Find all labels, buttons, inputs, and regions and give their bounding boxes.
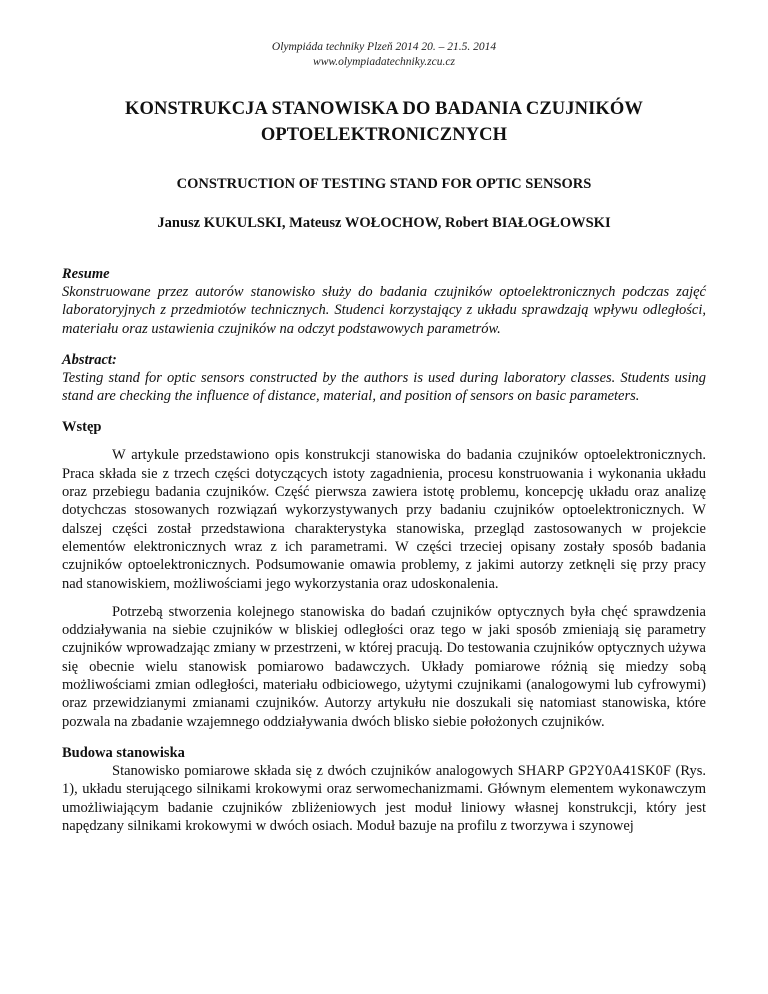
paper-title [62, 96, 706, 148]
resume-text: Skonstruowane przez autorów stanowisko służy do badania czujników optoelektronicznych podczas zajęć laboratoryjnych z przedmiotów technicznych. Studenci korzystający z układu sprawdzają wpływu odległości, materiału oraz ustawienia czujników na odczyt podstawowych parametrów. [62, 284, 706, 337]
budowa-paragraph-1: Stanowisko pomiarowe składa się z dwóch czujników analogowych SHARP GP2Y0A41SK0F (Rys. 1), układu sterującego silnikami krokowymi oraz serwomechanizmami. Głównym elementem wykonawczym umożliwiającym badanie czujników zbliżeniowych jest moduł liniowy własnej konstrukcji, który jest napędzany silnikami krokowymi w dwóch osiach. Moduł bazuje na profilu z tworzywa i szynowej [62, 762, 706, 834]
authors: Janusz KUKULSKI, Mateusz WOŁOCHOW, Robert BIAŁOGŁOWSKI [157, 215, 611, 231]
budowa-heading: Budowa stanowiska [62, 744, 185, 761]
document-page [62, 40, 706, 835]
budowa-section [62, 744, 706, 835]
resume-section [62, 265, 706, 338]
title-line-2: OPTOELEKTRONICZNYCH [260, 125, 508, 145]
abstract-section [62, 351, 706, 406]
abstract-heading: Abstract: [62, 351, 117, 368]
abstract-text: Testing stand for optic sensors constructed by the authors is used during laboratory classes. Students using stand are checking the influence of distance, material, and position of sensors on basic parameters. [62, 369, 706, 405]
intro-paragraph-2: Potrzebą stworzenia kolejnego stanowiska do badań czujników optycznych była chęć sprawdzenia oddziaływania na siebie czujników w bliskiej odległości oraz tego w jaki sposób zmieniają się parametry czujników wprowadzając zmiany w przestrzeni, w której pracują. Do testowania czujników optycznych używa się obecnie wielu stanowisk pomiarowo badawczych. Układy pomiarowe różnią się miedzy sobą możliwościami zmian odległości, materiału odbiciowego, użytymi czujnikami (analogowymi lub cyfrowymi) oraz przewidzianymi zmianami czujników. Autorzy artykułu nie doszukali się natomiast stanowiska, które pozwala na zbadanie wzajemnego oddziaływania dwóch blisko siebie położonych czujników. [62, 603, 706, 730]
resume-heading: Resume [62, 266, 110, 282]
intro-paragraph-1: W artykule przedstawiono opis konstrukcji stanowiska do badania czujników optoelektronicznych. Praca składa sie z trzech części dotyczących istoty zagadnienia, procesu konstruowania i wykonania układu oraz przebiegu badania czujników. Część pierwsza zawiera istotę problemu, koncepcję układu oraz analizę dotychczas stosowanych rozwiązań wykorzystywanych przy badaniu czujników optoelektronicznych. W dalszej części został przedstawiona charakterystyka stanowiska, przegląd zastosowanych w projekcie elementów elektronicznych wraz z ich parametrami. W części trzeciej opisany zostały sposób badania czujników optoelektronicznych. Podsumowanie omawia problemy, z jakimi autorzy zetknęli się przy pracy nad stanowiskiem, możliwościami jego wykorzystania oraz udoskonalenia. [62, 447, 706, 592]
header-event: Olympiáda techniky Plzeň 2014 20. – 21.5. 2014 [271, 41, 497, 53]
title-line-1: KONSTRUKCJA STANOWISKA DO BADANIA CZUJNIKÓW [125, 99, 643, 119]
intro-heading: Wstęp [62, 419, 102, 436]
header-url: www.olympiadatechniky.zcu.cz [313, 56, 455, 68]
running-header [62, 40, 706, 70]
paper-subtitle: CONSTRUCTION OF TESTING STAND FOR OPTIC SENSORS [176, 176, 592, 192]
